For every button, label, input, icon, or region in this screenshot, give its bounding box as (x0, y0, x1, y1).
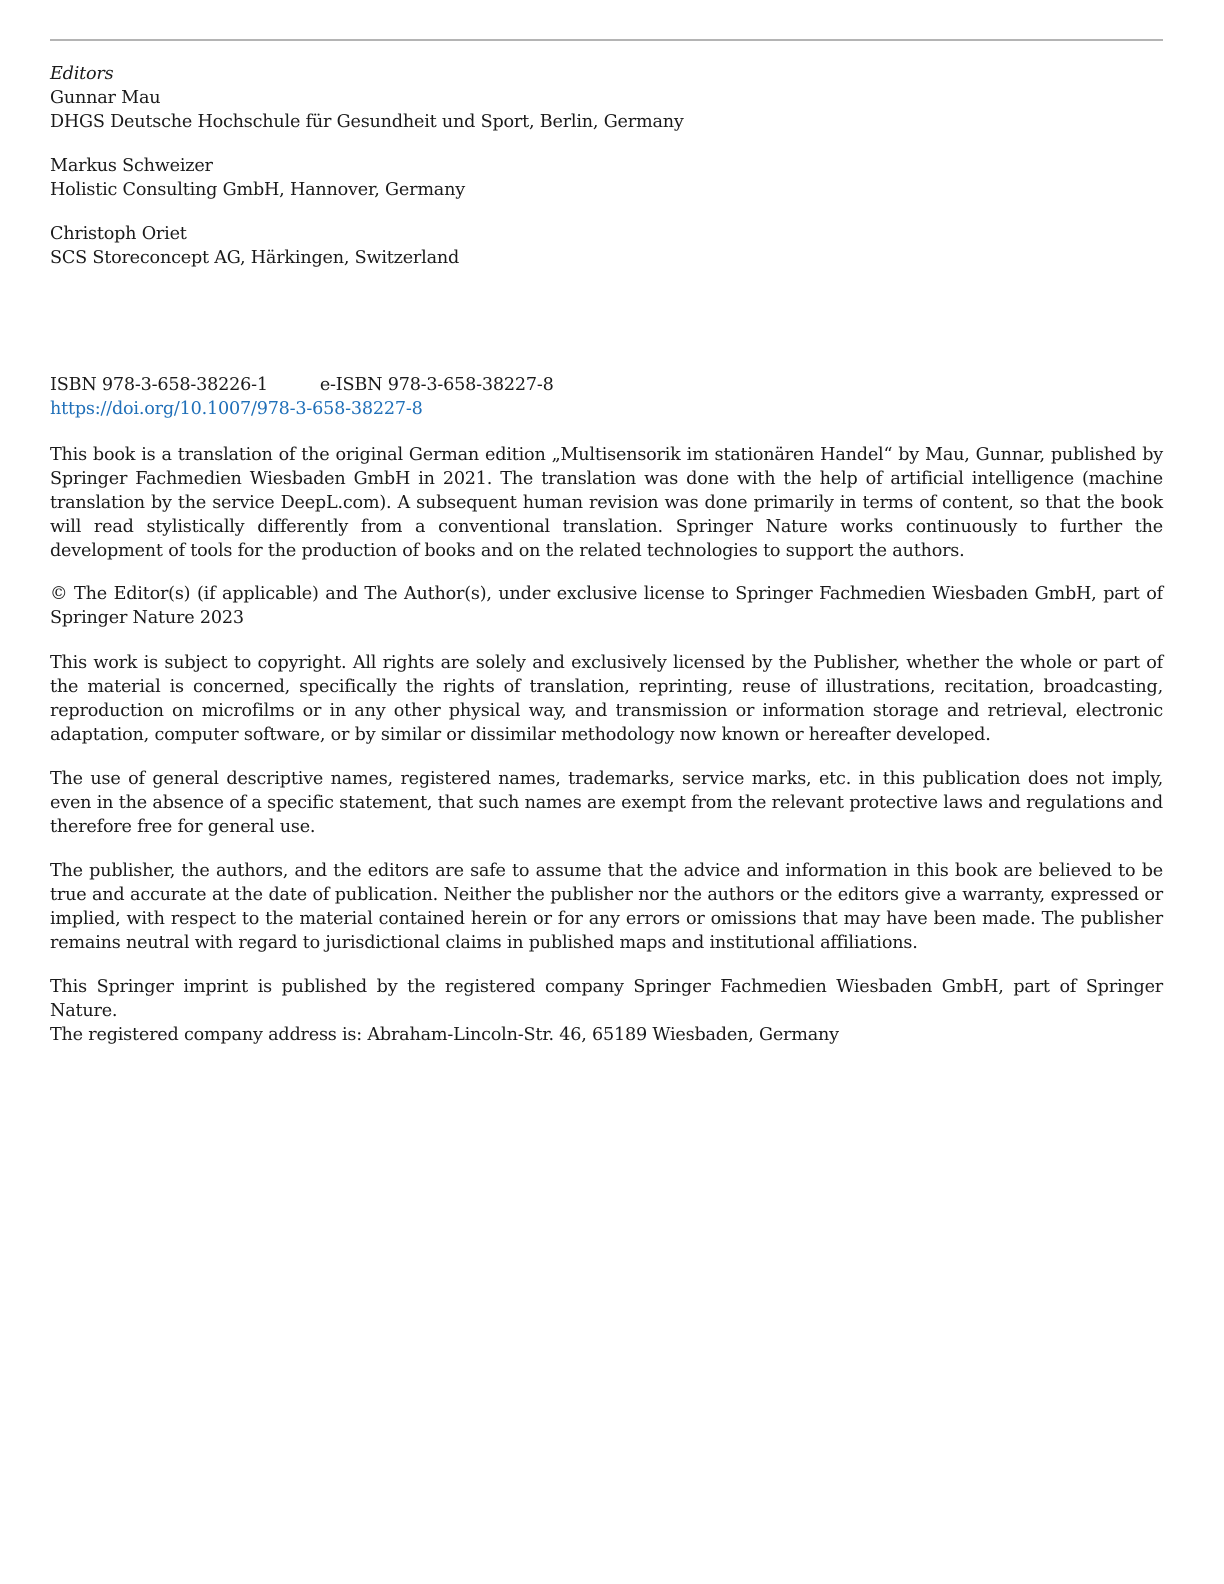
identifiers-block (50, 373, 1163, 421)
editor-name: Gunnar Mau (50, 88, 161, 108)
editor-affiliation: SCS Storeconcept AG, Härkingen, Switzerland (50, 248, 460, 268)
editor-entry (50, 154, 1163, 202)
isbn-row (50, 373, 1163, 397)
translation-note: This book is a translation of the original German edition „Multisensorik im stationären Handel“ by Mau, Gunnar, published by Springer Fachmedien Wiesbaden GmbH in 2021. The translation was done with the help of artificial intelligence (machine translation by the service DeepL.com). A subsequent human revision was done primarily in terms of content, so that the book will read stylistically differently from a conventional translation. Springer Nature works continuously to further the development of tools for the production of books and on the related technologies to support the authors. (50, 445, 1163, 561)
editor-affiliation: DHGS Deutsche Hochschule für Gesundheit und Sport, Berlin, Germany (50, 112, 684, 132)
editor-name: Christoph Oriet (50, 224, 187, 244)
doi-link[interactable]: https://doi.org/10.1007/978-3-658-38227-8 (50, 399, 423, 419)
rights-notice: This work is subject to copyright. All rights are solely and exclusively licensed by the Publisher, whether the whole or part of the material is concerned, specifically the rights of translation, reprinting, reuse of illustrations, recitation, broadcasting, reproduction on microfilms or in any other physical way, and transmission or information storage and retrieval, electronic adaptation, computer software, or by similar or dissimilar methodology now known or hereafter developed. (50, 653, 1163, 745)
disclaimer-notice: The publisher, the authors, and the editors are safe to assume that the advice and information in this book are believed to be true and accurate at the date of publication. Neither the publisher nor the authors or the editors give a warranty, expressed or implied, with respect to the material contained herein or for any errors or omissions that may have been made. The publisher remains neutral with regard to jurisdictional claims in published maps and institutional affiliations. (50, 861, 1163, 953)
editor-entry (50, 222, 1163, 270)
copyright-notice: © The Editor(s) (if applicable) and The Author(s), under exclusive license to Springer Fachmedien Wiesbaden GmbH, part of Springer Nature 2023 (50, 584, 1163, 628)
eisbn: e-ISBN 978-3-658-38227-8 (319, 375, 554, 395)
company-address: The registered company address is: Abraham-Lincoln-Str. 46, 65189 Wiesbaden, Germany (50, 1025, 839, 1045)
trademark-notice: The use of general descriptive names, registered names, trademarks, service marks, etc. in this publication does not imply, even in the absence of a specific statement, that such names are exempt from the relevant protective laws and regulations and therefore free for general use. (50, 769, 1163, 837)
editors-block (50, 62, 1163, 134)
editor-name: Markus Schweizer (50, 156, 213, 176)
editor-affiliation: Holistic Consulting GmbH, Hannover, Germany (50, 180, 465, 200)
editors-heading: Editors (50, 64, 114, 84)
imprint-notice: This Springer imprint is published by the registered company Springer Fachmedien Wiesbaden GmbH, part of Springer Nature. (50, 977, 1163, 1021)
top-rule (50, 39, 1163, 41)
imprint-block (50, 975, 1163, 1047)
isbn: ISBN 978-3-658-38226-1 (50, 375, 268, 395)
